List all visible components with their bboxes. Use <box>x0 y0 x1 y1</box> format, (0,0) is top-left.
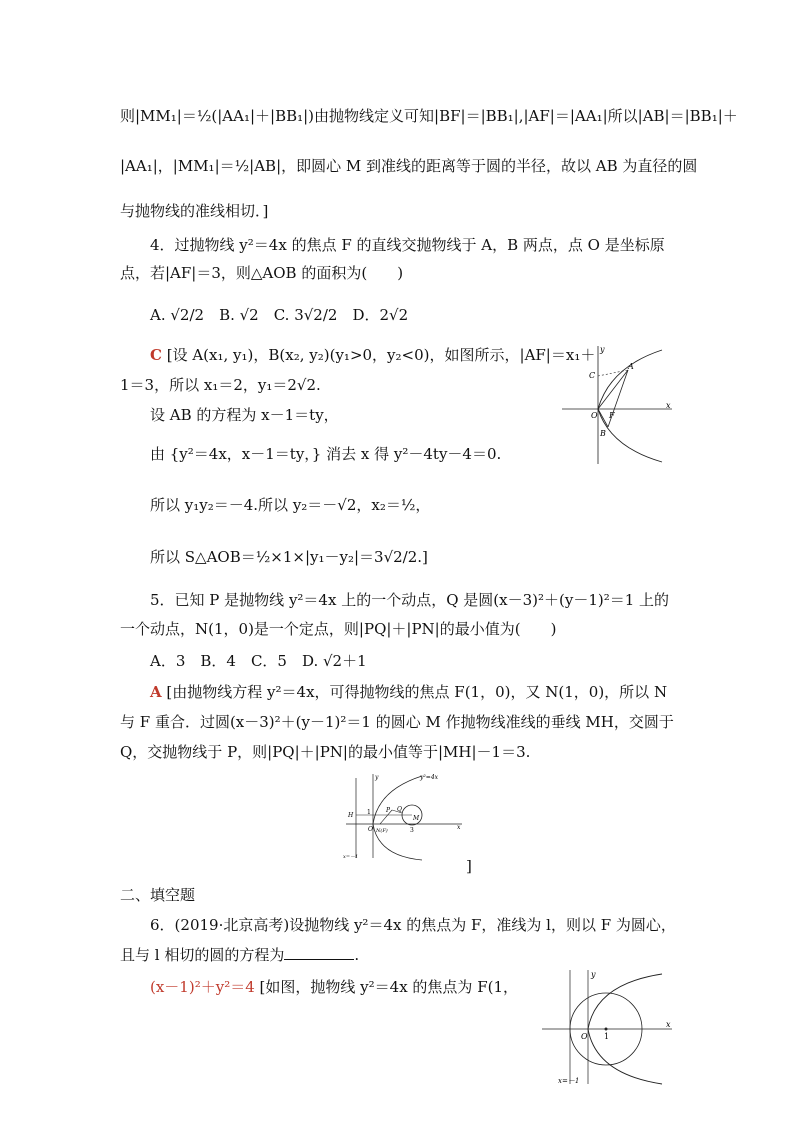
q4-answer: C <box>150 346 162 364</box>
fig2-label-q: Q <box>397 806 402 813</box>
q6-stem-2-text: 且与 l 相切的圆的方程为 <box>120 946 285 964</box>
q5-stem-2: 一个动点，N(1，0)是一个定点，则|PQ|＋|PN|的最小值为( ) <box>120 620 557 638</box>
q4-solution-5: 所以 y₁y₂＝－4.所以 y₂＝－√2，x₂＝½， <box>150 496 431 514</box>
q4-solution-6: 所以 S△AOB＝½×1×|y₁－y₂|＝3√2/2.] <box>150 548 428 566</box>
q5-sol-text-1: [由抛物线方程 y²＝4x，可得抛物线的焦点 F(1，0)，又 N(1，0)，所以 N <box>166 683 668 701</box>
q5-answer: A <box>150 683 162 701</box>
q4-sol-text-1: [设 A(x₁, y₁)，B(x₂, y₂)(y₁>0，y₂<0)，如图所示，|AF|＝x₁＋ <box>166 346 596 364</box>
fig3-label-one: 1 <box>604 1032 610 1041</box>
q6-stem-1: 6．(2019·北京高考)设抛物线 y²＝4x 的焦点为 F，准线为 l，则以 F 为圆心， <box>150 916 676 934</box>
fig1-label-y: y <box>600 345 605 354</box>
intro-line-2: |AA₁|，|MM₁|＝½|AB|，即圆心 M 到准线的距离等于圆的半径，故以 AB 为直径的圆 <box>120 157 698 175</box>
q4-stem-2: 点，若|AF|＝3，则△AOB 的面积为( ) <box>120 264 404 282</box>
fig2-label-y: y <box>375 774 379 781</box>
fig3-label-directrix: x=－1 <box>558 1077 580 1085</box>
fig2-label-m: M <box>413 815 420 822</box>
fig2-label-x: x <box>457 824 461 831</box>
fig1-label-b: B <box>600 429 606 438</box>
q4-stem-1: 4．过抛物线 y²＝4x 的焦点 F 的直线交抛物线于 A，B 两点，点 O 是坐标原 <box>150 236 665 254</box>
fig1-label-o: O <box>591 411 598 420</box>
intro-line-1: 则|MM₁|＝½(|AA₁|＋|BB₁|)由抛物线定义可知|BF|＝|BB₁|,|AF|＝|AA₁|所以|AB|＝|BB₁|＋ <box>120 107 738 125</box>
section-fill-in-title: 二、填空题 <box>120 886 196 904</box>
q4-solution-2: 1＝3，所以 x₁＝2，y₁＝2√2. <box>120 376 321 394</box>
q4-solution-1 <box>150 344 595 366</box>
q6-solution-1 <box>150 976 518 998</box>
q5-solution-2: 与 F 重合．过圆(x－3)²＋(y－1)²＝1 的圆心 M 作抛物线准线的垂线 MH，交圆于 <box>120 713 674 731</box>
fig2-label-directrix: x=－1 <box>343 854 359 860</box>
q6-sol-text-1: [如图，抛物线 y²＝4x 的焦点为 F(1， <box>259 978 518 996</box>
q6-stem-2-end: . <box>354 946 360 964</box>
q6-answer: (x－1)²＋y²＝4 <box>150 978 255 996</box>
fig3-label-o: O <box>581 1032 588 1041</box>
fig1-label-x: x <box>666 401 671 410</box>
fig2-label-nf: N(F) <box>376 828 388 834</box>
fig3-label-x: x <box>666 1020 671 1029</box>
fig2-label-o: O <box>368 826 373 833</box>
fig1-label-a: A <box>628 362 634 371</box>
fig1-label-c: C <box>589 371 596 380</box>
q6-answer-blank <box>284 945 354 960</box>
fig2-label-h: H <box>348 812 354 819</box>
fig3-label-y: y <box>591 970 596 979</box>
q5-solution-1 <box>150 681 667 703</box>
figure-parabola-tangent-circle <box>540 966 675 1088</box>
q5-close-bracket: ] <box>466 857 472 875</box>
fig2-label-three: 3 <box>410 827 414 834</box>
figure-parabola-circle <box>340 770 465 862</box>
fig1-label-f: F <box>609 411 615 420</box>
q5-options: A．3 B．4 C．5 D. √2＋1 <box>150 652 367 670</box>
q4-options: A. √2/2 B. √2 C. 3√2/2 D．2√2 <box>150 306 409 324</box>
fig2-label-p: P <box>386 807 391 814</box>
q5-solution-3: Q，交抛物线于 P，则|PQ|＋|PN|的最小值等于|MH|－1＝3. <box>120 743 531 761</box>
q5-stem-1: 5．已知 P 是抛物线 y²＝4x 上的一个动点，Q 是圆(x－3)²＋(y－1)²＝1 上的 <box>150 591 670 609</box>
fig2-label-one: 1 <box>367 809 371 816</box>
fig2-label-curve: y²=4x <box>420 774 439 781</box>
q4-solution-3: 设 AB 的方程为 x－1＝ty， <box>150 406 339 424</box>
figure-parabola-chord <box>560 342 680 467</box>
q6-stem-2 <box>120 944 359 966</box>
q4-solution-4: 由 {y²＝4x，x－1＝ty，} 消去 x 得 y²－4ty－4＝0. <box>150 445 502 463</box>
intro-line-3: 与抛物线的准线相切．] <box>120 202 269 220</box>
